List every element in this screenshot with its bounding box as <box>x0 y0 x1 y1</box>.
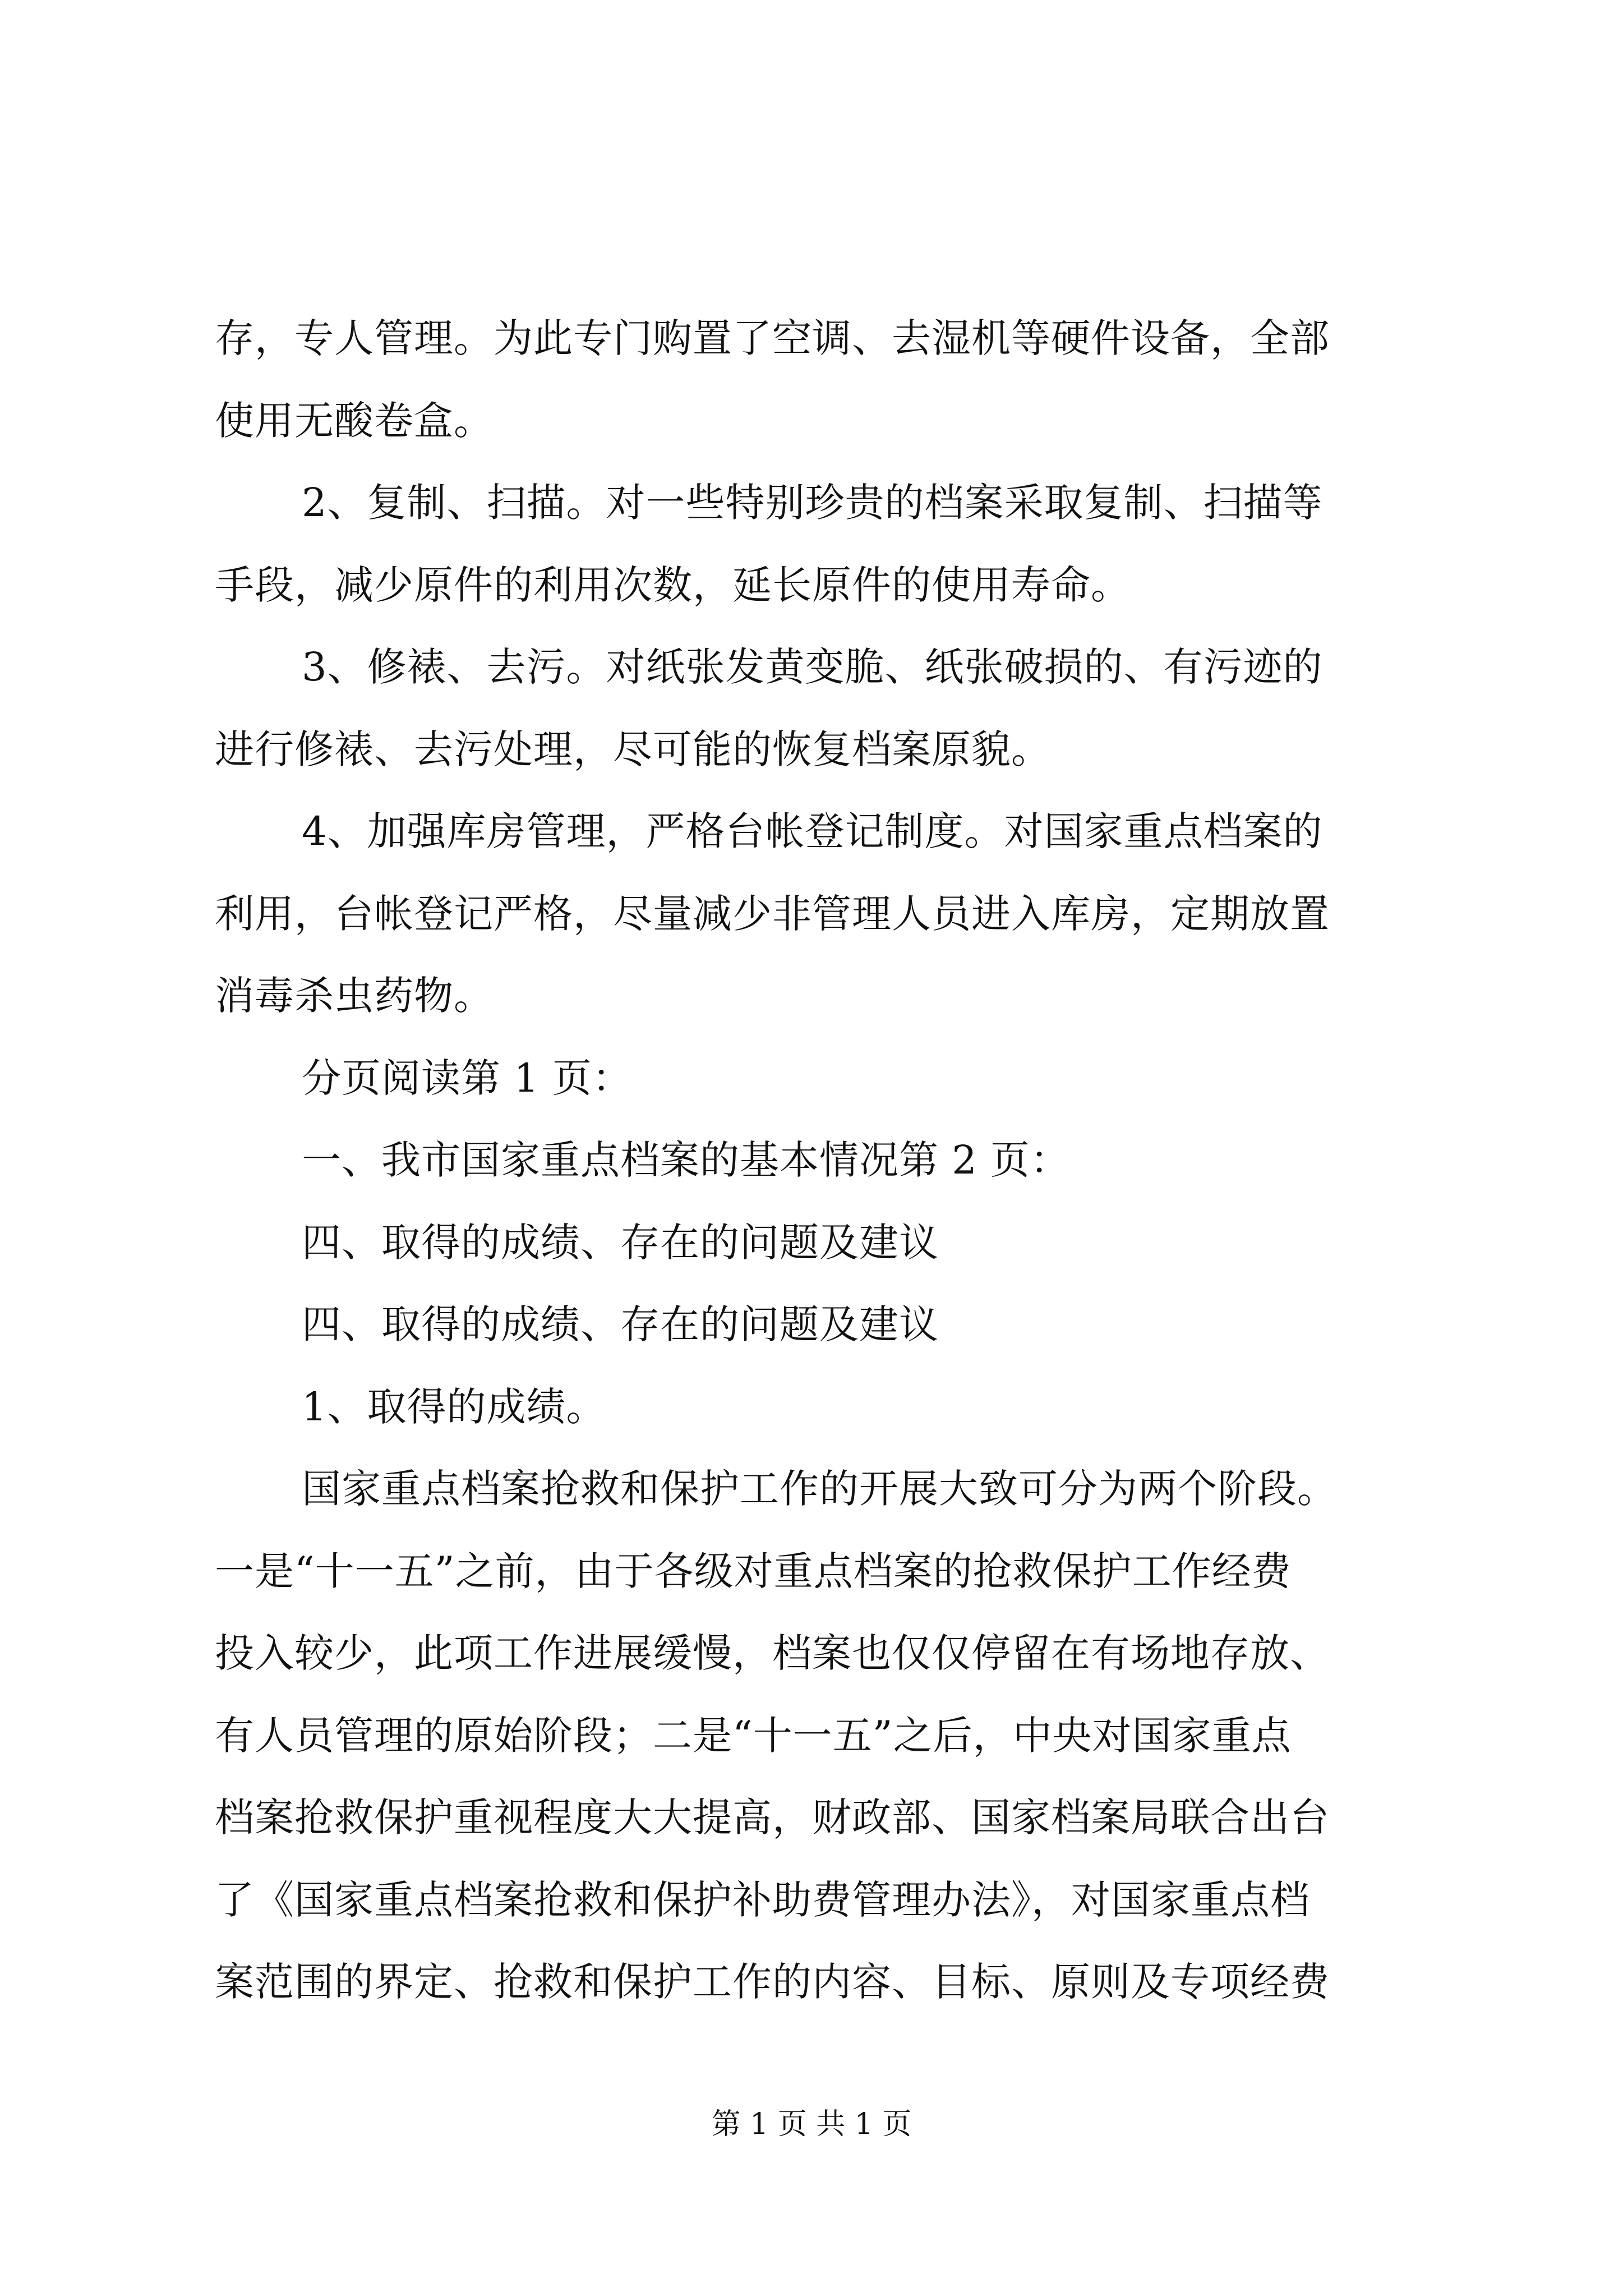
text-line: 手段，减少原件的利用次数，延长原件的使用寿命。 <box>215 562 1131 608</box>
body-text <box>215 297 1415 2023</box>
page-number: 第 1 页 共 1 页 <box>711 2108 912 2141</box>
text-line: 存，专人管理。为此专门购置了空调、去湿机等硬件设备，全部 <box>215 315 1330 361</box>
page-footer <box>0 2105 1623 2144</box>
text-line: 档案抢救保护重视程度大大提高，财政部、国家档案局联合出台 <box>215 1795 1330 1841</box>
text-line: 了《国家重点档案抢救和保护补助费管理办法》，对国家重点档 <box>215 1876 1310 1923</box>
text-line: 一、我市国家重点档案的基本情况第 2 页： <box>302 1137 1071 1183</box>
text-line: 案范围的界定、抢救和保护工作的内容、目标、原则及专项经费 <box>215 1959 1330 2005</box>
text-line: 2、复制、扫描。对一些特别珍贵的档案采取复制、扫描等 <box>302 480 1323 526</box>
text-line: 国家重点档案抢救和保护工作的开展大致可分为两个阶段。 <box>302 1466 1337 1512</box>
text-line: 3、修裱、去污。对纸张发黄变脆、纸张破损的、有污迹的 <box>302 644 1323 690</box>
text-line: 进行修裱、去污处理，尽可能的恢复档案原貌。 <box>215 726 1051 772</box>
text-line: 一是“十一五”之前，由于各级对重点档案的抢救保护工作经费 <box>215 1548 1292 1594</box>
text-line: 利用，台帐登记严格，尽量减少非管理人员进入库房，定期放置 <box>215 890 1330 937</box>
text-line: 1、取得的成绩。 <box>302 1383 606 1430</box>
text-line: 4、加强库房管理，严格台帐登记制度。对国家重点档案的 <box>302 808 1323 854</box>
text-line: 四、取得的成绩、存在的问题及建议 <box>302 1301 939 1347</box>
text-line: 四、取得的成绩、存在的问题及建议 <box>302 1219 939 1266</box>
text-line: 有人员管理的原始阶段；二是“十一五”之后，中央对国家重点 <box>215 1712 1292 1759</box>
text-line: 使用无酸卷盒。 <box>215 397 494 444</box>
text-line: 消毒杀虫药物。 <box>215 973 494 1019</box>
text-line: 投入较少，此项工作进展缓慢，档案也仅仅停留在有场地存放、 <box>215 1630 1330 1676</box>
text-line: 分页阅读第 1 页： <box>302 1055 633 1101</box>
